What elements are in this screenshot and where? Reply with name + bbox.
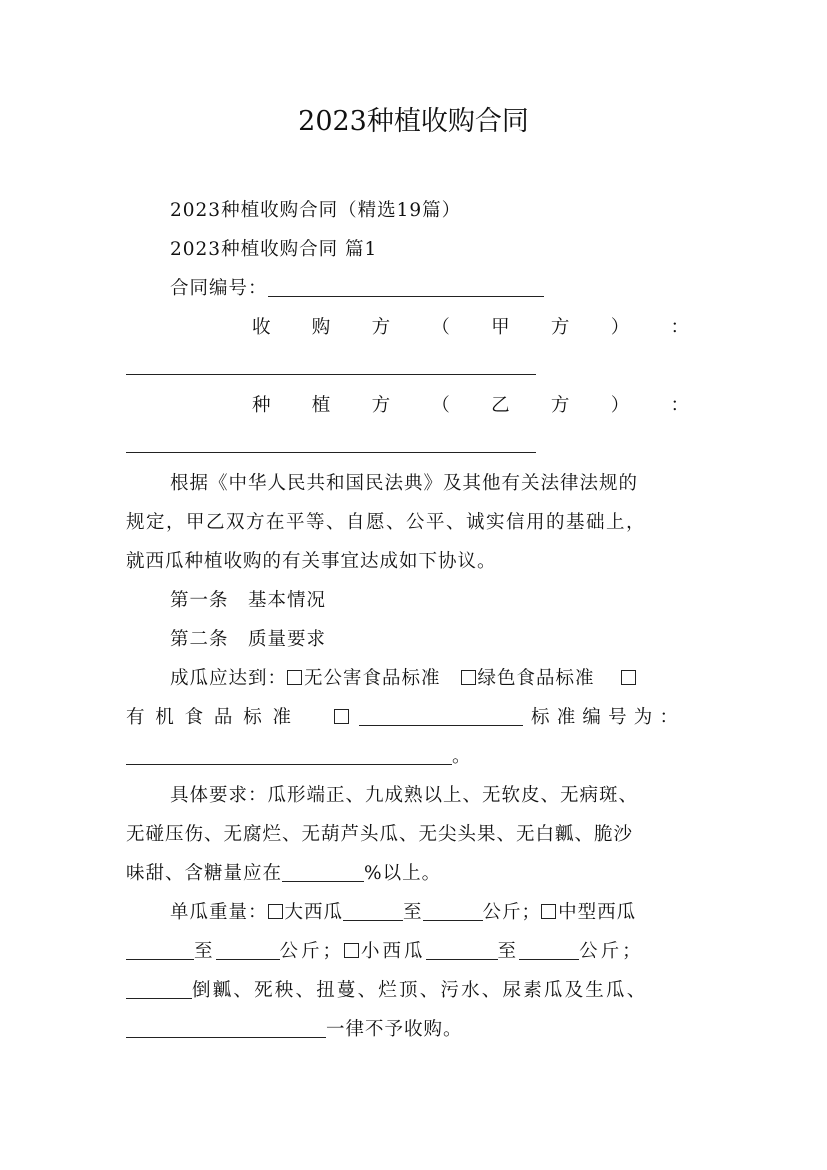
quality-standard-line-2: 有 机 食 品 标 准 标 准 编 号 为 ： <box>126 707 679 728</box>
contract-number-blank[interactable] <box>268 276 544 297</box>
medium-max-blank[interactable] <box>216 939 280 960</box>
standard-number-blank[interactable] <box>126 744 452 765</box>
large-min-blank[interactable] <box>343 900 403 921</box>
intro-line-1: 根据《中华人民共和国民法典》及其他有关法律法规的 <box>170 473 639 494</box>
specific-req-line-2: 无碰压伤、无腐烂、无葫芦头瓜、无尖头果、无白瓤、脆沙 <box>126 824 634 845</box>
small-max-blank[interactable] <box>519 939 579 960</box>
quality-standard-line: 成瓜应达到： 无公害食品标准 绿色食品标准 <box>170 666 710 692</box>
part-heading: 2023种植收购合同 篇1 <box>170 239 378 260</box>
green-food-checkbox[interactable] <box>461 670 476 685</box>
weight-line-2: 至 公斤； 小西瓜 至 公斤； <box>126 939 706 965</box>
small-melon-checkbox[interactable] <box>344 943 359 958</box>
reject-other-blank[interactable] <box>126 1017 326 1038</box>
specific-req-line-3: 味甜、含糖量应在 %以上。 <box>126 863 442 884</box>
subtitle: 2023种植收购合同（精选19篇） <box>170 200 462 221</box>
large-melon-checkbox[interactable] <box>268 904 283 919</box>
grower-blank-line <box>126 432 706 458</box>
contract-number-label: 合同编号： <box>170 278 268 299</box>
specific-req-line-1: 具体要求：瓜形端正、九成熟以上、无软皮、无病斑、 <box>170 785 639 806</box>
weight-line-3: 倒瓤、死秧、扭蔓、烂顶、污水、尿素瓜及生瓜、 <box>126 978 706 1004</box>
grower-label-line: 种 植 方 （ 乙 方 ） ： <box>252 395 690 416</box>
intro-line-2: 规定，甲乙双方在平等、自愿、公平、诚实信用的基础上， <box>126 512 647 533</box>
buyer-blank-line <box>126 354 706 380</box>
other-standard-blank[interactable] <box>359 705 523 726</box>
other-standard-checkbox[interactable] <box>334 709 349 724</box>
contract-number-line <box>170 276 710 302</box>
large-max-blank[interactable] <box>423 900 483 921</box>
organic-food-checkbox[interactable] <box>621 670 636 685</box>
grower-blank[interactable] <box>126 432 536 453</box>
medium-melon-checkbox[interactable] <box>541 904 556 919</box>
intro-line-3: 就西瓜种植收购的有关事宜达成如下协议。 <box>126 551 497 572</box>
sugar-content-blank[interactable] <box>282 861 364 882</box>
weight-line-1: 单瓜重量： 大西瓜 至 公斤； 中型西瓜 <box>170 902 637 923</box>
small-min-blank[interactable] <box>426 939 498 960</box>
standard-number-line: 。 <box>126 744 706 770</box>
medium-min-blank[interactable] <box>126 939 194 960</box>
article-2-heading: 第二条 质量要求 <box>170 629 327 650</box>
buyer-label-line: 收 购 方 （ 甲 方 ） ： <box>252 317 690 338</box>
pollution-free-checkbox[interactable] <box>287 670 302 685</box>
reject-prefix-blank[interactable] <box>126 978 192 999</box>
document-title: 2023种植收购合同 <box>298 106 529 137</box>
weight-line-4: 一律不予收购。 <box>126 1017 706 1043</box>
buyer-blank[interactable] <box>126 354 536 375</box>
article-1-heading: 第一条 基本情况 <box>170 590 327 611</box>
